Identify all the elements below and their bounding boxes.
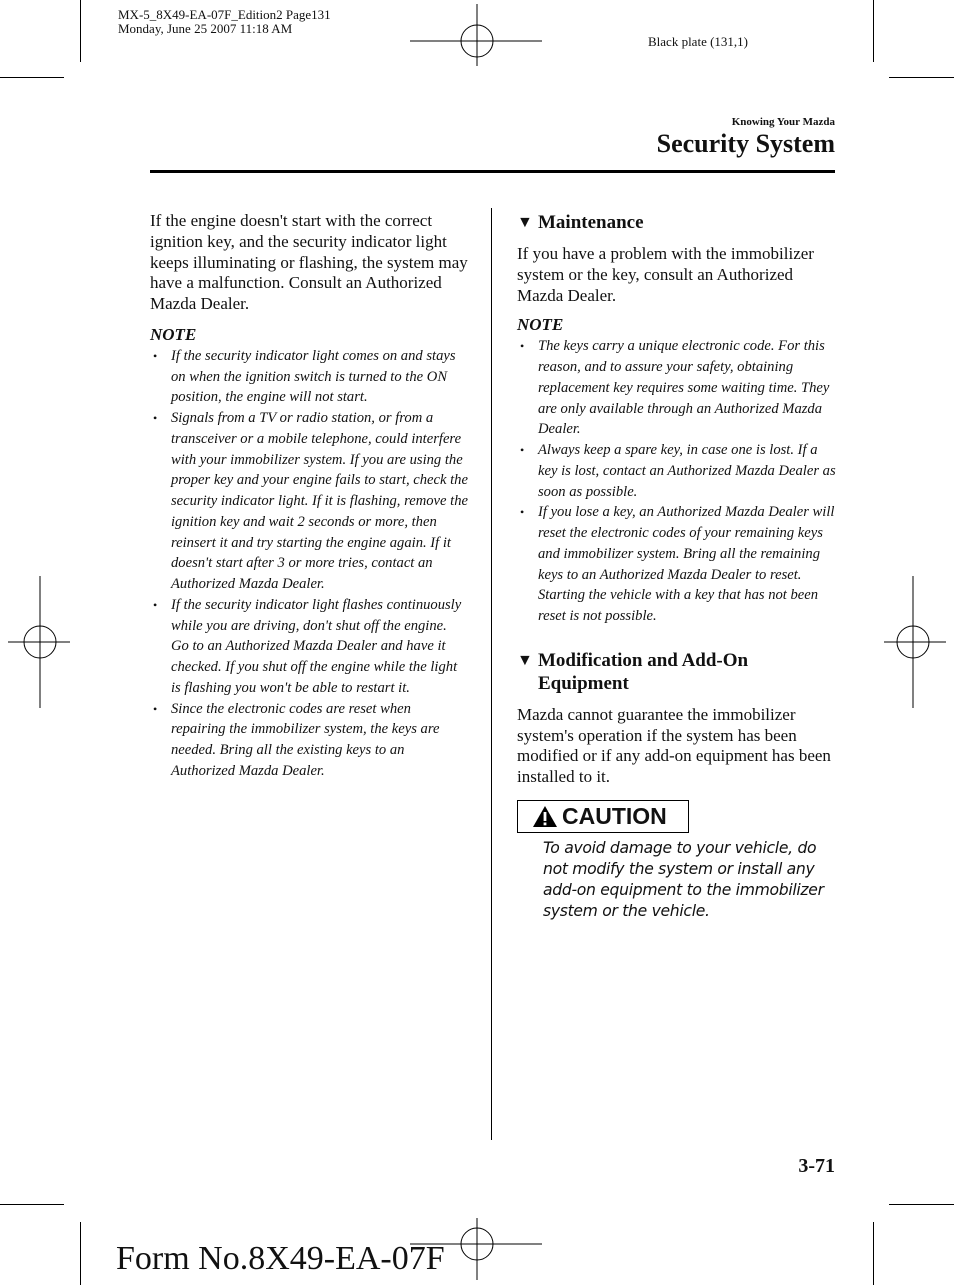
bullet-icon: •: [520, 505, 525, 520]
bullet-icon: •: [520, 339, 525, 354]
caution-text: To avoid damage to your vehicle, do not modify the system or install any add-on equipment to the immobilizer system or the vehicle.: [543, 839, 824, 921]
bullet-icon: •: [153, 597, 158, 612]
form-number: Form No.8X49-EA-07F: [116, 1240, 445, 1277]
print-file-line: MX-5_8X49-EA-07F_Edition2 Page131: [118, 7, 331, 22]
note-list: [150, 346, 468, 782]
left-column: [150, 211, 468, 782]
warning-triangle-icon: [532, 805, 558, 828]
list-item: • Since the electronic codes are reset when repairing the immobilizer system, the keys are needed. Bring all the existing keys to an Authorized Mazda Dealer.: [153, 700, 440, 779]
bullet-icon: •: [153, 411, 158, 426]
page-title: Security System: [656, 129, 835, 158]
section-marker-icon: ▼: [517, 651, 533, 669]
list-item: • If the security indicator light comes on and stays on when the ignition switch is turned to the ON position, the engine will not start.: [153, 347, 456, 406]
modification-heading: ▼ Modification and Add-On Equipment: [517, 649, 749, 694]
caution-box: [517, 800, 689, 833]
maintenance-paragraph: If you have a problem with the immobilizer system or the key, consult an Authorized Mazda Dealer.: [517, 244, 814, 305]
column-divider: [491, 208, 492, 1140]
print-date-line: Monday, June 25 2007 11:18 AM: [118, 21, 293, 36]
list-item: • Signals from a TV or radio station, or from a transceiver or a mobile telephone, could interfere with your immobilizer system. If you are using the proper key and your engine fails to start, check the security indicator light. If it is flashing, remove the ignition key and wait 2 seconds or more, then reinsert it and try starting the engine again. If it doesn't start after 3 or more tries, contact an Authorized Mazda Dealer.: [153, 410, 468, 593]
header-rule: [150, 170, 835, 173]
registration-mark-top-icon: [410, 4, 542, 66]
list-item: • If the security indicator light flashes continuously while you are driving, don't shut off the engine. Go to an Authorized Mazda Dealer and have it checked. If you shut off the engine while the light is flashing you won't be able to restart it.: [153, 596, 462, 696]
caution-label: CAUTION: [562, 803, 667, 830]
page-number: 3-71: [798, 1155, 835, 1177]
list-item: • Always keep a spare key, in case one is lost. If a key is lost, contact an Authorized Mazda Dealer as soon as possible.: [520, 442, 836, 500]
list-item: • If you lose a key, an Authorized Mazda Dealer will reset the electronic codes of your remaining keys and immobilizer system. Bring all the remaining keys to an Authorized Mazda Dealer to reset. Starting the vehicle with a key that has not been reset is not possible.: [520, 504, 835, 625]
intro-paragraph: If the engine doesn't start with the correct ignition key, and the security indicator light keeps illuminating or flashing, the system may have a malfunction. Consult an Authorized Mazda Dealer.: [150, 211, 468, 314]
bullet-icon: •: [520, 443, 525, 458]
registration-mark-right-icon: [884, 576, 946, 708]
section-marker-icon: ▼: [517, 214, 533, 231]
section-label: Knowing Your Mazda: [731, 116, 835, 128]
modification-paragraph: Mazda cannot guarantee the immobilizer system's operation if the system has been modified or if any add-on equipment has been installed to it.: [517, 704, 831, 787]
list-item: • The keys carry a unique electronic code. For this reason, and to assure your safety, obtaining replacement key requires some waiting time. They are only available through an Authorized Mazda Dealer.: [520, 338, 830, 438]
right-column: [517, 211, 837, 922]
plate-label: Black plate (131,1): [648, 34, 748, 49]
bullet-icon: •: [153, 348, 158, 363]
note-heading: NOTE: [150, 324, 197, 344]
note-list: [517, 336, 837, 627]
note-heading: NOTE: [517, 315, 564, 335]
registration-mark-left-icon: [8, 576, 70, 708]
maintenance-heading: ▼ Maintenance: [517, 212, 644, 233]
bullet-icon: •: [153, 701, 158, 716]
